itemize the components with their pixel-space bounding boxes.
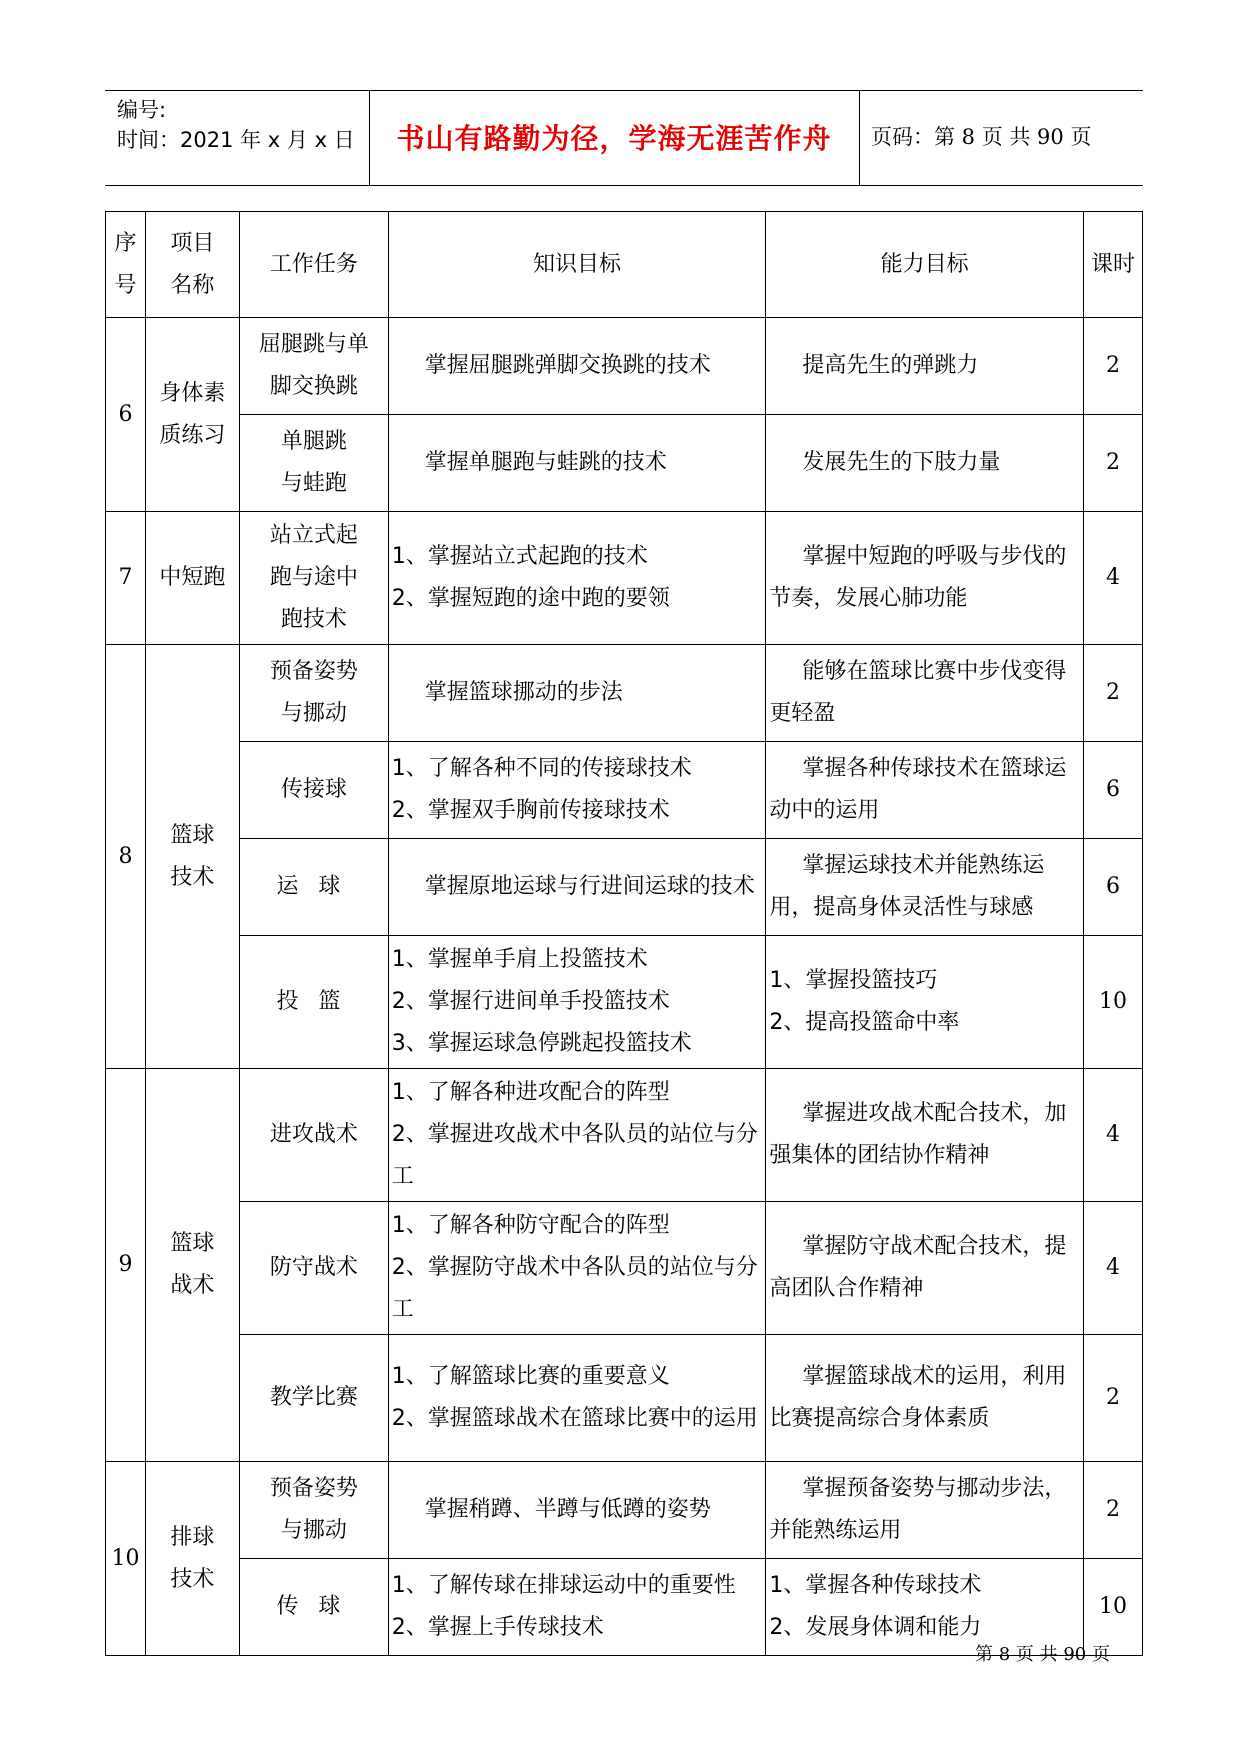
header-meta <box>117 95 355 155</box>
code-label: 编号: <box>117 98 167 122</box>
work-task: 预备姿势 与挪动 <box>239 645 388 742</box>
class-hours: 6 <box>1084 839 1143 936</box>
knowledge-goal: 掌握屈腿跳弹脚交换跳的技术 <box>388 318 766 415</box>
knowledge-goal: 掌握原地运球与行进间运球的技术 <box>388 839 766 936</box>
work-task: 运球 <box>239 839 388 936</box>
work-task: 投篮 <box>239 936 388 1069</box>
table-row <box>106 512 1143 645</box>
work-task: 传接球 <box>239 742 388 839</box>
header-project: 项目 名称 <box>145 212 239 318</box>
header-ability: 能力目标 <box>766 212 1084 318</box>
class-hours: 2 <box>1084 1335 1143 1462</box>
document-header <box>105 90 1143 186</box>
class-hours: 4 <box>1084 1202 1143 1335</box>
header-task: 工作任务 <box>239 212 388 318</box>
work-task: 传球 <box>239 1559 388 1656</box>
table-row <box>106 936 1143 1069</box>
footer-page-label: 第 8 页 共 90 页 <box>975 1644 1110 1665</box>
header-page-label: 页码：第 8 页 共 90 页 <box>871 125 1092 149</box>
knowledge-goal: 掌握稍蹲、半蹲与低蹲的姿势 <box>388 1462 766 1559</box>
ability-goal: 1、掌握各种传球技术 2、发展身体调和能力 <box>766 1559 1084 1656</box>
header-motto: 书山有路勤为径，学海无涯苦作舟 <box>396 122 832 155</box>
knowledge-goal: 1、了解传球在排球运动中的重要性 2、掌握上手传球技术 <box>388 1559 766 1656</box>
ability-goal: 掌握进攻战术配合技术，加强集体的团结协作精神 <box>766 1069 1084 1202</box>
ability-goal: 提高先生的弹跳力 <box>766 318 1084 415</box>
work-task: 单腿跳 与蛙跑 <box>239 415 388 512</box>
project-name: 篮球 技术 <box>145 645 239 1069</box>
knowledge-goal: 1、了解各种防守配合的阵型 2、掌握防守战术中各队员的站位与分工 <box>388 1202 766 1335</box>
class-hours: 2 <box>1084 1462 1143 1559</box>
work-task: 屈腿跳与单 脚交换跳 <box>239 318 388 415</box>
ability-goal: 掌握预备姿势与挪动步法，并能熟练运用 <box>766 1462 1084 1559</box>
knowledge-goal: 1、了解各种不同的传接球技术 2、掌握双手胸前传接球技术 <box>388 742 766 839</box>
ability-goal: 1、掌握投篮技巧 2、提高投篮命中率 <box>766 936 1084 1069</box>
ability-goal: 掌握防守战术配合技术，提高团队合作精神 <box>766 1202 1084 1335</box>
project-name: 篮球 战术 <box>145 1069 239 1462</box>
row-no: 8 <box>106 645 146 1069</box>
row-no: 10 <box>106 1462 146 1656</box>
class-hours: 2 <box>1084 318 1143 415</box>
header-hours: 课时 <box>1084 212 1143 318</box>
row-no: 9 <box>106 1069 146 1462</box>
project-name: 排球 技术 <box>145 1462 239 1656</box>
header-knowledge: 知识目标 <box>388 212 766 318</box>
ability-goal: 发展先生的下肢力量 <box>766 415 1084 512</box>
work-task: 防守战术 <box>239 1202 388 1335</box>
class-hours: 4 <box>1084 1069 1143 1202</box>
ability-goal: 能够在篮球比赛中步伐变得更轻盈 <box>766 645 1084 742</box>
table-row <box>106 415 1143 512</box>
knowledge-goal: 掌握单腿跑与蛙跳的技术 <box>388 415 766 512</box>
class-hours: 4 <box>1084 512 1143 645</box>
work-task: 进攻战术 <box>239 1069 388 1202</box>
work-task: 教学比赛 <box>239 1335 388 1462</box>
ability-goal: 掌握中短跑的呼吸与步伐的节奏，发展心肺功能 <box>766 512 1084 645</box>
table-row <box>106 1462 1143 1559</box>
table-row <box>106 1335 1143 1462</box>
table-header-row <box>106 212 1143 318</box>
ability-goal: 掌握篮球战术的运用，利用比赛提高综合身体素质 <box>766 1335 1084 1462</box>
ability-goal: 掌握各种传球技术在篮球运动中的运用 <box>766 742 1084 839</box>
time-label: 时间：2021 年 x 月 x 日 <box>117 128 355 152</box>
work-task: 预备姿势 与挪动 <box>239 1462 388 1559</box>
table-row <box>106 318 1143 415</box>
class-hours: 6 <box>1084 742 1143 839</box>
knowledge-goal: 1、了解篮球比赛的重要意义 2、掌握篮球战术在篮球比赛中的运用 <box>388 1335 766 1462</box>
knowledge-goal: 1、掌握站立式起跑的技术 2、掌握短跑的途中跑的要领 <box>388 512 766 645</box>
row-no: 6 <box>106 318 146 512</box>
table-row <box>106 1202 1143 1335</box>
table-row <box>106 742 1143 839</box>
class-hours: 2 <box>1084 645 1143 742</box>
project-name: 身体素 质练习 <box>145 318 239 512</box>
ability-goal: 掌握运球技术并能熟练运用，提高身体灵活性与球感 <box>766 839 1084 936</box>
header-divider <box>859 91 860 185</box>
row-no: 7 <box>106 512 146 645</box>
knowledge-goal: 掌握篮球挪动的步法 <box>388 645 766 742</box>
header-no: 序 号 <box>106 212 146 318</box>
knowledge-goal: 1、了解各种进攻配合的阵型 2、掌握进攻战术中各队员的站位与分工 <box>388 1069 766 1202</box>
project-name: 中短跑 <box>145 512 239 645</box>
class-hours: 10 <box>1084 1559 1143 1656</box>
class-hours: 10 <box>1084 936 1143 1069</box>
table-row <box>106 645 1143 742</box>
knowledge-goal: 1、掌握单手肩上投篮技术 2、掌握行进间单手投篮技术 3、掌握运球急停跳起投篮技术 <box>388 936 766 1069</box>
class-hours: 2 <box>1084 415 1143 512</box>
curriculum-table <box>105 211 1143 1656</box>
table-row <box>106 839 1143 936</box>
work-task: 站立式起 跑与途中 跑技术 <box>239 512 388 645</box>
table-row <box>106 1069 1143 1202</box>
